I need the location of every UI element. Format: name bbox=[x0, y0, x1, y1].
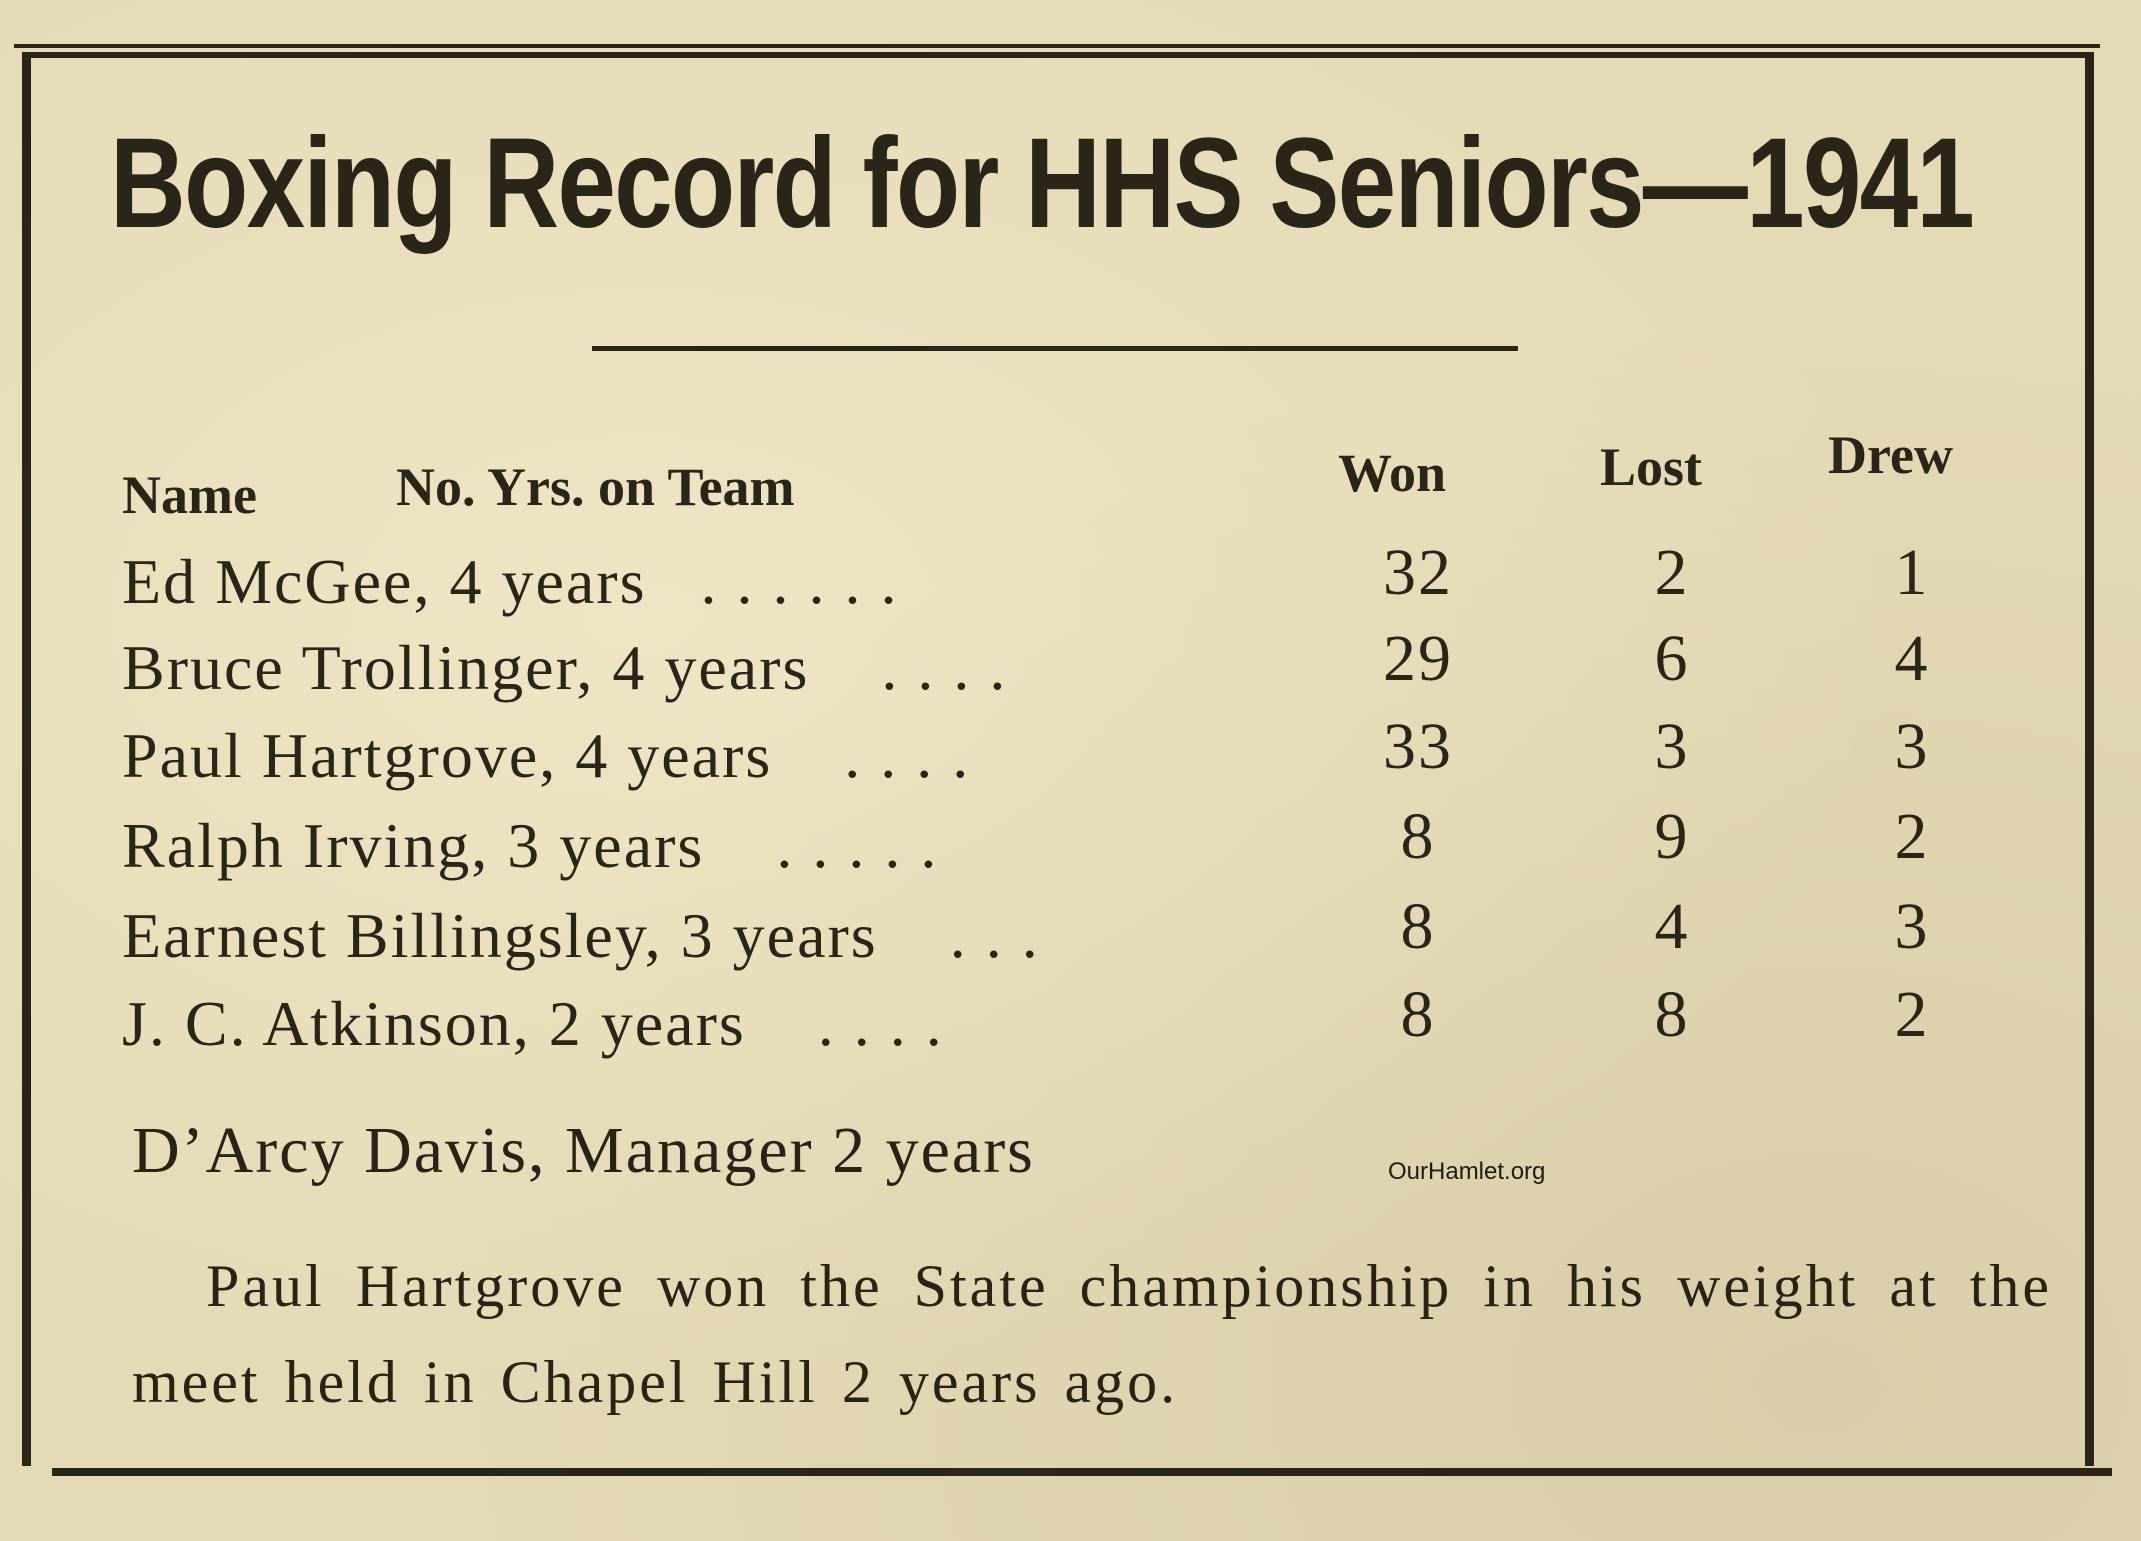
title-underline bbox=[592, 346, 1518, 351]
header-name: Name bbox=[122, 465, 257, 525]
lost-value: 8 bbox=[1654, 978, 1690, 1051]
drew-value: 1 bbox=[1894, 536, 1930, 609]
boxer-name: J. C. Atkinson, 2 years . . . . bbox=[122, 988, 944, 1059]
boxer-name: Ralph Irving, 3 years . . . . . bbox=[122, 810, 939, 881]
drew-value: 2 bbox=[1894, 800, 1930, 873]
watermark: OurHamlet.org bbox=[1388, 1158, 1546, 1185]
table-row bbox=[122, 800, 2022, 894]
table-row bbox=[122, 710, 2022, 804]
boxer-name: Paul Hartgrove, 4 years . . . . bbox=[122, 720, 971, 791]
won-value: 29 bbox=[1383, 622, 1453, 695]
lost-value: 3 bbox=[1654, 710, 1690, 783]
drew-value: 4 bbox=[1894, 622, 1930, 695]
lost-value: 9 bbox=[1654, 800, 1690, 873]
header-years: No. Yrs. on Team bbox=[396, 457, 795, 517]
header-drew: Drew bbox=[1828, 425, 1953, 485]
lost-value: 6 bbox=[1654, 622, 1690, 695]
boxer-name: Earnest Billingsley, 3 years . . . bbox=[122, 900, 1040, 971]
drew-value: 3 bbox=[1894, 710, 1930, 783]
won-value: 8 bbox=[1400, 800, 1436, 873]
dot-leader: . . . . . . bbox=[700, 546, 899, 617]
won-value: 32 bbox=[1383, 536, 1453, 609]
top-border-rule bbox=[14, 44, 2100, 48]
article-title: Boxing Record for HHS Seniors—1941 bbox=[110, 112, 1974, 255]
boxer-name: Bruce Trollinger, 4 years . . . . bbox=[122, 632, 1008, 703]
table-row bbox=[122, 978, 2022, 1072]
header-lost: Lost bbox=[1600, 437, 1703, 497]
bottom-border-rule bbox=[52, 1468, 2112, 1476]
boxer-name: Ed McGee, 4 years . . . . . . bbox=[122, 546, 899, 617]
drew-value: 3 bbox=[1894, 890, 1930, 963]
lost-value: 4 bbox=[1654, 890, 1690, 963]
won-value: 8 bbox=[1400, 978, 1436, 1051]
dot-leader: . . . . bbox=[881, 632, 1008, 703]
dot-leader: . . . . bbox=[817, 988, 944, 1059]
lost-value: 2 bbox=[1654, 536, 1690, 609]
drew-value: 2 bbox=[1894, 978, 1930, 1051]
dot-leader: . . . bbox=[949, 900, 1040, 971]
won-value: 33 bbox=[1383, 710, 1453, 783]
dot-leader: . . . . . bbox=[776, 810, 939, 881]
won-value: 8 bbox=[1400, 890, 1436, 963]
table-row bbox=[122, 890, 2022, 984]
manager-line: D’Arcy Davis, Manager 2 years bbox=[132, 1114, 1035, 1187]
header-won: Won bbox=[1338, 443, 1447, 503]
championship-note: Paul Hartgrove won the State championship in his weight at the meet held in Chapel Hill 2 years ago. bbox=[132, 1253, 2052, 1415]
table-row bbox=[122, 536, 2022, 630]
table-row bbox=[122, 622, 2022, 716]
dot-leader: . . . . bbox=[844, 720, 971, 791]
